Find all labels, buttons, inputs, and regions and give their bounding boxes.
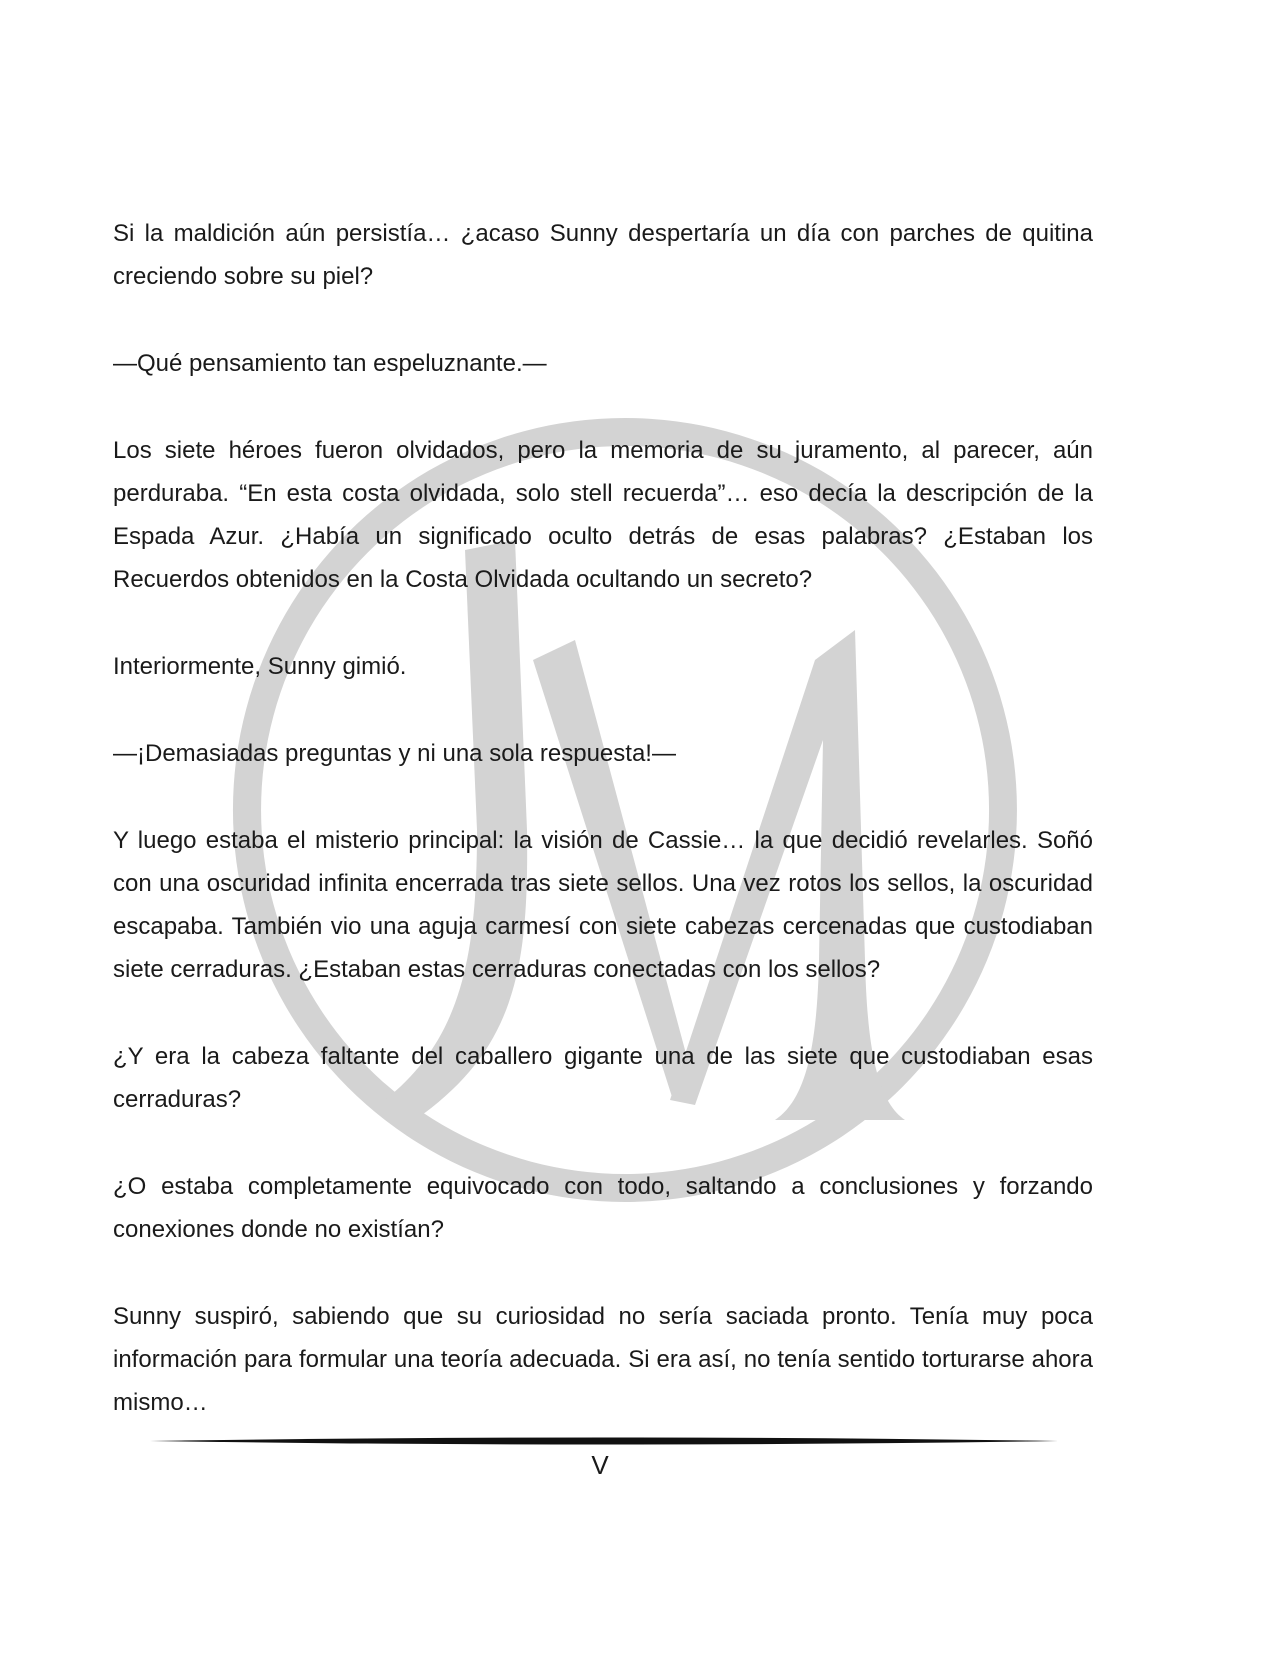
paragraph-7: ¿Y era la cabeza faltante del caballero gigante una de las siete que custodiaban esas cerraduras? — [113, 1043, 1093, 1113]
paragraph-8: ¿O estaba completamente equivocado con todo, saltando a conclusiones y forzando conexiones donde no existían? — [113, 1173, 1093, 1243]
page-number: V — [591, 1450, 609, 1480]
paragraph-4: Interiormente, Sunny gimió. — [113, 653, 407, 680]
page-body — [113, 212, 1093, 1424]
paragraph-5: —¡Demasiadas preguntas y ni una sola respuesta!— — [113, 740, 676, 767]
paragraph-1: Si la maldición aún persistía… ¿acaso Sunny despertaría un día con parches de quitina creciendo sobre su piel? — [113, 220, 1093, 290]
paragraph-6: Y luego estaba el misterio principal: la visión de Cassie… la que decidió revelarles. Soñó con una oscuridad infinita encerrada tras siete sellos. Una vez rotos los sellos, la oscuridad escapaba. También vio una aguja carmesí con siete cabezas cercenadas que custodiaban siete cerraduras. ¿Estaban estas cerraduras conectadas con los sellos? — [113, 827, 1093, 983]
footer-divider — [150, 1435, 1058, 1447]
paragraph-9: Sunny suspiró, sabiendo que su curiosidad no sería saciada pronto. Tenía muy poca información para formular una teoría adecuada. Si era así, no tenía sentido torturarse ahora mismo… — [113, 1303, 1093, 1416]
paragraph-2: —Qué pensamiento tan espeluznante.— — [113, 350, 547, 377]
paragraph-3: Los siete héroes fueron olvidados, pero la memoria de su juramento, al parecer, aún perduraba. “En esta costa olvidada, solo stell recuerda”… eso decía la descripción de la Espada Azur. ¿Había un significado oculto detrás de esas palabras? ¿Estaban los Recuerdos obtenidos en la Costa Olvidada ocultando un secreto? — [113, 437, 1093, 593]
